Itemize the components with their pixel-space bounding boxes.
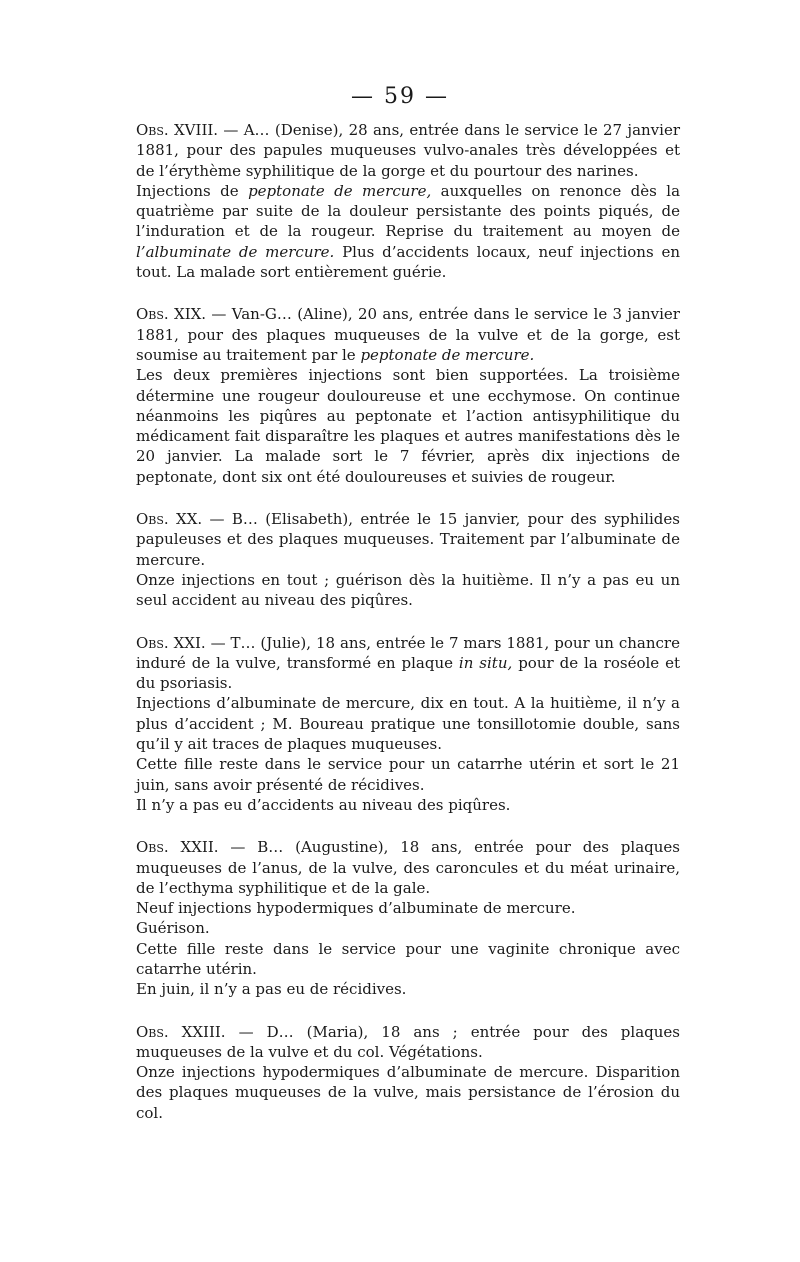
paragraph: Cette fille reste dans le service pour un catarrhe utérin et sort le 21 juin, sans avoir présenté de récidives. xyxy=(136,755,680,794)
italic-text: l’albuminate de mercure. xyxy=(136,242,335,261)
paragraph xyxy=(136,304,680,365)
paragraph xyxy=(136,633,680,694)
paragraph-text: — B… (Elisabeth), entrée le 15 janvier, pour des syphilides papuleuses et des plaques muqueuses. Traitement par l’albuminate de mercure. xyxy=(136,510,680,569)
paragraph-text: Injections de xyxy=(136,181,249,200)
paragraph: En juin, il n’y a pas eu de récidives. xyxy=(136,980,407,999)
paragraph xyxy=(136,1022,680,1063)
page-number: — 59 — xyxy=(351,84,449,109)
paragraph: Neuf injections hypodermiques d’albuminate de mercure. xyxy=(136,899,576,918)
paragraph-text: — T… (Julie), 18 ans, entrée le 7 mars 1881, pour un chancre induré de la vulve, transformé en plaque xyxy=(136,633,680,672)
observation-label: Obs. XXIII. xyxy=(136,1022,226,1041)
observation-label: Obs. XVIII. xyxy=(136,121,219,139)
paragraph-text: auxquelles on renonce dès la quatrième par suite de la douleur persistante des points piqués, de l’induration et de la rougeur. Reprise du traitement au moyen de xyxy=(136,181,681,241)
paragraph-text: — Van-G… (Aline), 20 ans, entrée dans le service le 3 janvier 1881, pour des plaques muqueuses de la vulve et de la gorge, est soumise au traitement par le xyxy=(136,305,680,364)
paragraph: Il n’y a pas eu d’accidents au niveau des piqûres. xyxy=(136,795,511,814)
paragraph: Onze injections hypodermiques d’albuminate de mercure. Disparition des plaques muqueuses de la vulve, mais persistance de l’érosion du col. xyxy=(136,1063,680,1122)
observation-xxi xyxy=(136,633,680,816)
paragraph: Injections d’albuminate de mercure, dix en tout. A la huitième, il n’y a plus d’accident ; M. Boureau pratique une tonsillotomie double, sans qu’il y ait traces de plaques muqueuses. xyxy=(136,694,680,754)
paragraph-text: — A… (Denise), 28 ans, entrée dans le service le 27 janvier 1881, pour des papules muqueuses vulvo-anales très développées et de l’érythème syphilitique de la gorge et du pourtour des narines. xyxy=(136,121,680,180)
paragraph xyxy=(136,509,680,570)
italic-text: peptonate de mercure, xyxy=(248,181,432,200)
observation-xxiii xyxy=(136,1022,680,1123)
observation-label: Obs. XXI. xyxy=(136,633,206,652)
observation-xx xyxy=(136,509,680,610)
observation-label: Obs. XXII. xyxy=(136,838,219,857)
paragraph: Les deux premières injections sont bien supportées. La troisième détermine une rougeur douloureuse et une ecchymose. On continue néanmoins les piqûres au peptonate et l’action antisyphilitique du médicament fait disparaître les plaques et autres manifestations dès le 20 janvier. La malade sort le 7 février, après dix injections de peptonate, dont six ont été douloureuses et suivies de rougeur. xyxy=(136,366,680,486)
observation-xxii xyxy=(136,837,680,999)
paragraph-text: pour de la roséole et du psoriasis. xyxy=(136,653,680,693)
paragraph: Cette fille reste dans le service pour une vaginite chronique avec catarrhe utérin. xyxy=(136,939,680,978)
observation-xviii xyxy=(136,120,680,282)
paragraph-text: — B… (Augustine), 18 ans, entrée pour des plaques muqueuses de l’anus, de la vulve, des caroncules et du méat urinaire, de l’ecthyma syphilitique et de la gale. xyxy=(136,838,680,897)
paragraph: Guérison. xyxy=(136,919,210,938)
paragraph: Onze injections en tout ; guérison dès la huitième. Il n’y a pas eu un seul accident au niveau des piqûres. xyxy=(136,570,680,610)
paragraph xyxy=(136,837,680,898)
observation-label: Obs. XX. xyxy=(136,510,203,529)
paragraph xyxy=(136,181,680,282)
paragraph xyxy=(136,120,680,181)
italic-text: peptonate de mercure. xyxy=(360,345,535,364)
document-body xyxy=(136,120,680,1145)
paragraph-text: — D… (Maria), 18 ans ; entrée pour des plaques muqueuses de la vulve et du col. Végétations. xyxy=(136,1022,680,1061)
italic-text: in situ, xyxy=(458,653,513,672)
observation-xix xyxy=(136,304,680,487)
observation-label: Obs. XIX. xyxy=(136,305,207,324)
paragraph-text: Plus d’accidents locaux, neuf injections en tout. La malade sort entièrement guérie. xyxy=(136,242,680,282)
